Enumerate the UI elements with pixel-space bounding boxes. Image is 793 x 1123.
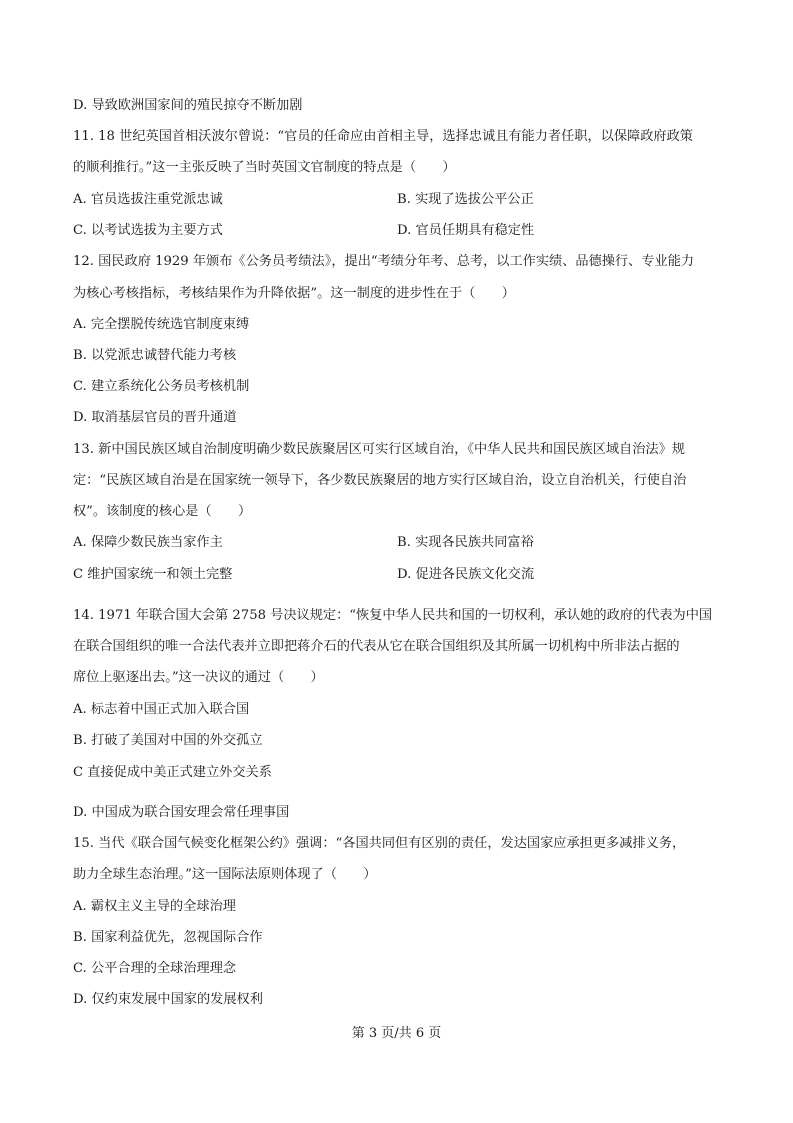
q12-stem-line2: 为核心考核指标，考核结果作为升降依据”。这一制度的进步性在于（ ） [73,286,515,301]
q14-option-a: A. 标志着中国正式加入联合国 [73,702,250,717]
q14-option-d: D. 中国成为联合国安理会常任理事国 [73,805,290,820]
q12-option-d: D. 取消基层官员的晋升通道 [73,410,237,425]
q11-stem-line1: 11. 18 世纪英国首相沃波尔曾说：“官员的任命应由首相主导，选择忠诚且有能力者任职，以保障政府政策 [73,129,693,144]
q12-option-a: A. 完全摆脱传统选官制度束缚 [73,317,250,332]
q15-option-c: C. 公平合理的全球治理理念 [73,961,237,976]
q13-options-row1 [73,533,534,553]
q13-option-b: B. 实现各民族共同富裕 [397,535,534,550]
q13-options-row2 [73,565,535,585]
q13-stem-line2: 定：“民族区域自治是在国家统一领导下，各少数民族聚居的地方实行区域自治，设立自治机关，行使自治 [73,473,687,488]
q12-option-b: B. 以党派忠诚替代能力考核 [73,348,237,363]
q14-stem-line2: 在联合国组织的唯一合法代表并立即把蒋介石的代表从它在联合国组织及其所属一切机构中所非法占据的 [73,639,680,654]
q15-option-a: A. 霸权主义主导的全球治理 [73,899,236,914]
q14-stem-line3: 席位上驱逐出去。”这一决议的通过（ ） [73,670,324,685]
q10-option-d: D. 导致欧洲国家间的殖民掠夺不断加剧 [73,98,303,113]
q14-stem-line1: 14. 1971 年联合国大会第 2758 号决议规定：“恢复中华人民共和国的一切权利，承认她的政府的代表为中国 [73,608,713,623]
q13-stem-line1: 13. 新中国民族区域自治制度明确少数民族聚居区可实行区域自治，《中华人民共和国民族区域自治法》规 [73,442,685,457]
q11-stem-line2: 的顺利推行。”这一主张反映了当时英国文官制度的特点是（ ） [73,160,456,175]
q15-stem-line2: 助力全球生态治理。”这一国际法原则体现了（ ） [73,867,377,882]
page-number-footer: 第 3 页/共 6 页 [351,1026,442,1041]
q11-option-a: A. 官员选拔注重党派忠诚 [73,192,223,207]
q13-option-a: A. 保障少数民族当家作主 [73,535,223,550]
q11-options-row1 [73,190,534,210]
q13-stem-line3: 权”。该制度的核心是（ ） [73,504,252,519]
q15-option-b: B. 国家利益优先，忽视国际合作 [73,930,263,945]
q12-stem-line1: 12. 国民政府 1929 年颁布《公务员考绩法》，提出“考绩分年考、总考，以工作实绩、品德操行、专业能力 [73,254,695,269]
q12-option-c: C. 建立系统化公务员考核机制 [73,379,250,394]
q15-option-d: D. 仅约束发展中国家的发展权利 [73,992,263,1007]
q11-option-b: B. 实现了选拔公平公正 [397,192,534,207]
q13-option-c: C 维护国家统一和领土完整 [73,567,233,582]
q11-options-row2 [73,221,535,241]
q14-option-c: C 直接促成中美正式建立外交关系 [73,765,272,780]
q11-option-c: C. 以考试选拔为主要方式 [73,223,223,238]
q15-stem-line1: 15. 当代《联合国气候变化框架公约》强调：“各国共同但有区别的责任，发达国家应承担更多减排义务， [73,836,686,851]
q11-option-d: D. 官员任期具有稳定性 [397,223,535,238]
q13-option-d: D. 促进各民族文化交流 [397,567,535,582]
q14-option-b: B. 打破了美国对中国的外交孤立 [73,733,263,748]
